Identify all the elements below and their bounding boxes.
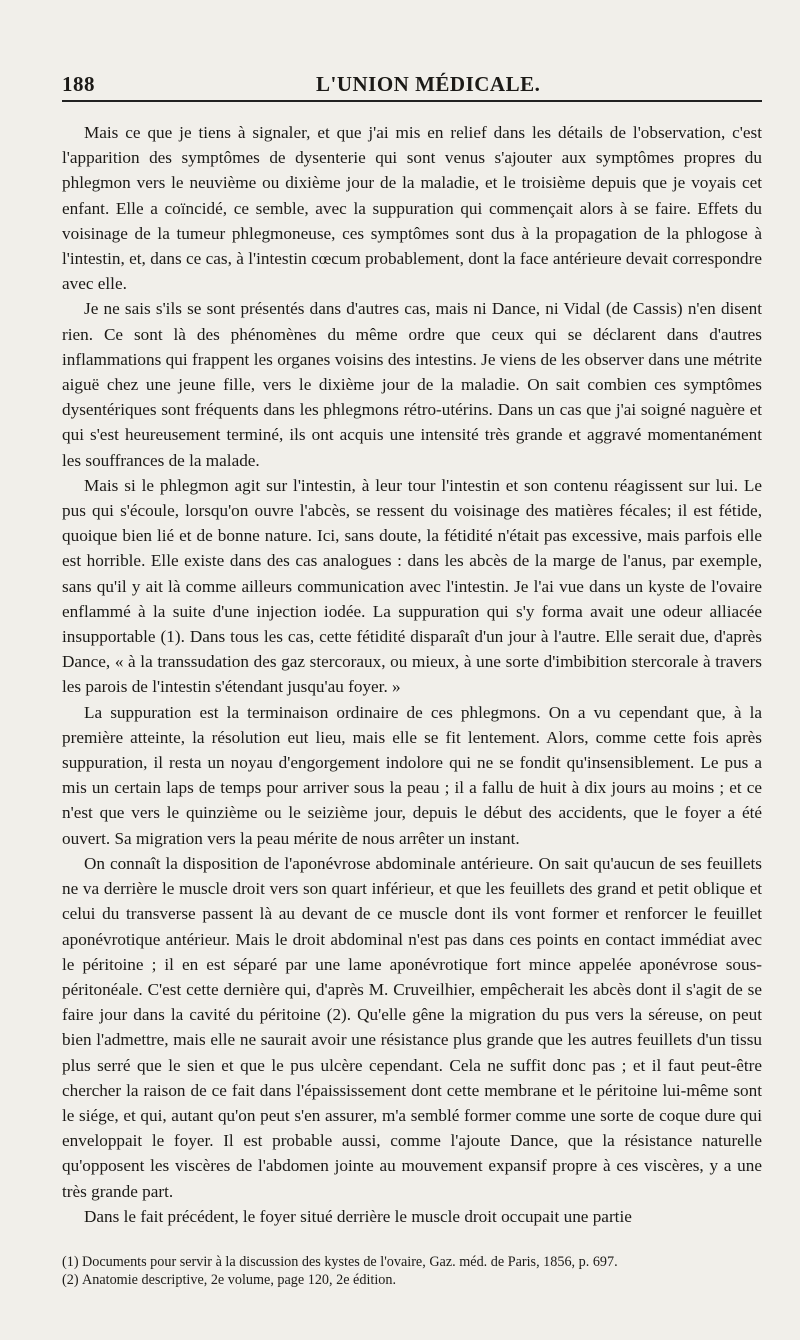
footnote-number: (2) <box>62 1271 79 1288</box>
footnote <box>62 1271 762 1289</box>
paragraph: Mais si le phlegmon agit sur l'intestin, à leur tour l'intestin et son contenu réagissent sur lui. Le pus qui s'écoule, lorsqu'on ouvre l'abcès, se ressent du voisinage des matières fécales; il est fétide, quoique bien lié et de bonne nature. Ici, sans doute, la fétidité n'était pas excessive, mais parfois elle est horrible. Elle existe dans des cas analogues : dans les abcès de la marge de l'anus, par exemple, sans qu'il y ait là comme ailleurs communication avec l'intestin. Je l'ai vue dans un kyste de l'ovaire enflammé à la suite d'une injection iodée. La suppuration qui s'y forma avait une odeur alliacée insupportable (1). Dans tous les cas, cette fétidité disparaît d'un jour à l'autre. Elle serait due, d'après Dance, « à la transsudation des gaz stercoraux, ou mieux, à une sorte d'imbibition stercorale à travers les parois de l'intestin s'étendant jusqu'au foyer. » <box>62 475 762 697</box>
footnote-text: Documents pour servir à la discussion des kystes de l'ovaire, Gaz. méd. de Paris, 1856, p. 697. <box>82 1253 618 1270</box>
page-header <box>62 68 762 96</box>
footnote-text: Anatomie descriptive, 2e volume, page 120, 2e édition. <box>82 1271 397 1288</box>
article-body <box>62 120 762 1229</box>
running-title: L'UNION MÉDICALE. <box>316 72 541 96</box>
paragraph: Dans le fait précédent, le foyer situé derrière le muscle droit occupait une partie <box>84 1206 632 1226</box>
paragraph: Mais ce que je tiens à signaler, et que j'ai mis en relief dans les détails de l'observation, c'est l'apparition des symptômes de dysenterie qui sont venus s'ajouter aux symptômes propres du phlegmon vers le neuvième ou dixième jour de la maladie, et le troisième depuis que je voyais cet enfant. Elle a coïncidé, ce semble, avec la suppuration qui commençait alors à se faire. Effets du voisinage de la tumeur phlegmoneuse, ces symptômes sont dus à la propagation de la phlogose à l'intestin, et, dans ce cas, à l'intestin cœcum probablement, dont la face antérieure devait correspondre avec elle. <box>62 123 762 294</box>
paragraph: On connaît la disposition de l'aponévrose abdominale antérieure. On sait qu'aucun de ses feuillets ne va derrière le muscle droit vers son quart inférieur, et que les feuillets des grand et petit oblique et celui du transverse passent là au devant de ce muscle dont ils vont former et renforcer le feuillet aponévrotique antérieur. Mais le droit abdominal n'est pas dans ces points en contact immédiat avec le péritoine ; il en est séparé par une lame aponévrotique fort mince appelée aponévrose sous-péritonéale. C'est cette dernière qui, d'après M. Cruveilhier, empêcherait les abcès dont il s'agit de se faire jour dans la cavité du péritoine (2). Qu'elle gêne la migration du pus vers la séreuse, on peut bien l'admettre, mais elle ne saurait avoir une résistance plus grande que les autres feuillets d'un tissu plus serré que le sien et que le pus ulcère cependant. Cela ne suffit donc pas ; et il faut peut-être chercher la raison de ce fait dans l'épaississement dont cette membrane et le péritoine lui-même sont le siége, et qui, autant qu'on peut s'en assurer, m'a semblé former comme une sorte de coque dure qui enveloppait le foyer. Il est probable aussi, comme l'ajoute Dance, que la résistance naturelle qu'opposent les viscères de l'abdomen jointe au mouvement expansif propre à ces viscères, y a une très grande part. <box>62 853 762 1201</box>
footnote <box>62 1253 762 1271</box>
paragraph: Je ne sais s'ils se sont présentés dans d'autres cas, mais ni Dance, ni Vidal (de Cassis) n'en disent rien. Ce sont là des phénomènes du même ordre que ceux qui se déclarent dans d'autres inflammations qui frappent les organes voisins des intestins. Je viens de les observer dans une métrite aiguë chez une jeune fille, vers le dixième jour de la maladie. On sait combien ces symptômes dysentériques sont fréquents dans les phlegmons rétro-utérins. Dans un cas que j'ai soigné naguère et qui s'est heureusement terminé, ils ont acquis une intensité très grande et aggravé momentanément les souffrances de la malade. <box>62 299 762 470</box>
page-number: 188 <box>62 72 95 96</box>
paragraph: La suppuration est la terminaison ordinaire de ces phlegmons. On a vu cependant que, à la première atteinte, la résolution eut lieu, mais elle se fit lentement. Alors, comme cette fois après suppuration, il resta un noyau d'engorgement indolore qui ne se fondit qu'insensiblement. Le pus a mis un certain laps de temps pour arriver sous la peau ; il a fallu de huit à dix jours au moins ; et ce n'est que vers le quinzième ou le seizième jour, depuis le début des accidents, que le foyer a été ouvert. Sa migration vers la peau mérite de nous arrêter un instant. <box>62 702 762 848</box>
footnotes <box>62 1253 762 1289</box>
footnote-number: (1) <box>62 1253 79 1270</box>
header-rule <box>62 100 762 102</box>
